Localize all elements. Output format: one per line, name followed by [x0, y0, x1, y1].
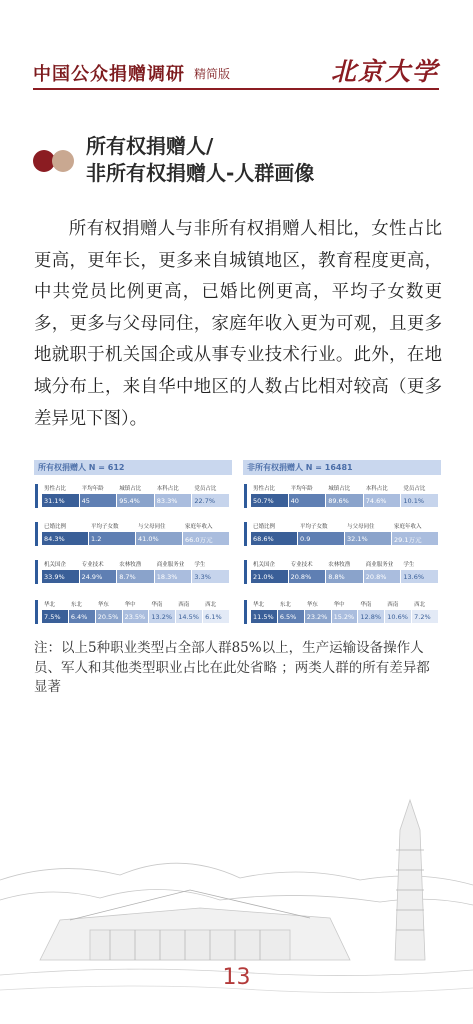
stat-label: 东北 — [279, 602, 291, 608]
body-paragraph: 所有权捐赠人与非所有权捐赠人相比，女性占比更高，更年长，更多来自城镇地区，教育程度更高，中共党员比例更高，已婚比例更高，平均子女数更多，更多与父母同住，家庭年收入更为可观，且更多地就职于机关国企或从事专业技术行业。此外，在地域分布上，来自华中地区的人数占比相对较高（更多差异见下图）。 — [34, 219, 442, 429]
stat-value: 84.3% — [44, 535, 65, 543]
stat-cell — [123, 610, 149, 623]
stat-label: 党员占比 — [403, 486, 426, 492]
stat-label: 商业服务业 — [365, 562, 394, 568]
stat-group — [243, 600, 441, 624]
stat-cell — [136, 532, 182, 545]
stat-label: 华南 — [151, 602, 163, 608]
stat-group — [34, 522, 232, 546]
stat-label: 本科占比 — [156, 486, 179, 492]
stat-value: 1.2 — [91, 535, 102, 543]
stat-cell — [385, 610, 411, 623]
stat-label: 华东 — [97, 602, 109, 608]
stat-group — [34, 560, 232, 584]
panel-ownership-donors — [34, 460, 232, 620]
stat-value: 8.8% — [328, 573, 345, 581]
stat-label: 家庭年收入 — [394, 524, 422, 530]
stat-labels — [42, 560, 232, 570]
stat-cell — [155, 570, 192, 583]
group-accent-bar — [244, 484, 247, 508]
panel-title: 所有权捐赠人 N = 612 — [38, 463, 125, 472]
page-header — [0, 0, 473, 100]
stat-label: 与父母同住 — [138, 524, 166, 530]
stat-label: 华中 — [333, 602, 345, 608]
stat-value: 32.1% — [347, 535, 368, 543]
stat-label: 与父母同住 — [347, 524, 375, 530]
stat-cell — [192, 570, 229, 583]
section-title-line1: 所有权捐赠人/ — [86, 134, 214, 158]
stat-value: 10.1% — [403, 497, 425, 505]
stat-cell — [326, 494, 363, 507]
stat-value: 50.7% — [253, 497, 274, 505]
stat-cell — [42, 570, 79, 583]
stat-cell — [251, 610, 277, 623]
stat-cell — [183, 532, 229, 545]
stat-label: 农林牧渔 — [328, 562, 351, 568]
stat-value: 6.1% — [205, 613, 222, 621]
stat-value: 74.6% — [365, 497, 387, 505]
stat-value: 20.8% — [290, 573, 312, 581]
stat-value: 15.2% — [333, 613, 355, 621]
report-edition: 精简版 — [194, 67, 231, 81]
stat-group — [243, 484, 441, 508]
stat-cell — [155, 494, 192, 507]
stat-label: 专业技术 — [81, 562, 104, 568]
panel-header — [34, 460, 232, 475]
stat-cell — [117, 570, 154, 583]
stat-labels — [251, 600, 441, 610]
stat-labels — [42, 600, 232, 610]
group-accent-bar — [244, 560, 247, 584]
group-accent-bar — [35, 560, 38, 584]
stat-cell — [251, 570, 288, 583]
stat-labels — [42, 484, 232, 494]
stat-label: 城镇占比 — [328, 486, 351, 492]
stat-cell — [176, 610, 202, 623]
stat-values — [42, 570, 232, 583]
stat-label: 专业技术 — [290, 562, 313, 568]
stat-label: 家庭年收入 — [185, 524, 213, 530]
stat-label: 男性占比 — [44, 486, 67, 492]
stat-cell — [298, 532, 344, 545]
stat-value: 0.9 — [300, 535, 311, 543]
stat-cell — [89, 532, 135, 545]
stat-value: 20.5% — [97, 613, 119, 621]
stat-label: 平均子女数 — [91, 524, 119, 530]
stat-label: 城镇占比 — [119, 486, 142, 492]
stat-value: 6.4% — [70, 613, 88, 621]
stat-label: 西南 — [178, 602, 190, 608]
stat-cell — [326, 570, 363, 583]
stat-label: 华南 — [360, 602, 372, 608]
stat-value: 3.3% — [194, 573, 211, 581]
stat-value: 41.0% — [138, 535, 159, 543]
stat-label: 西北 — [414, 602, 426, 608]
stat-value: 20.8% — [365, 573, 387, 581]
stat-value: 10.6% — [387, 613, 408, 621]
stat-cell — [251, 494, 288, 507]
stat-cell — [358, 610, 384, 623]
stat-label: 东北 — [70, 602, 82, 608]
stat-label: 党员占比 — [194, 486, 217, 492]
stat-labels — [251, 484, 441, 494]
stat-label: 西北 — [205, 602, 217, 608]
group-accent-bar — [35, 600, 38, 624]
stat-label: 男性占比 — [253, 486, 276, 492]
stat-label: 机关国企 — [44, 562, 67, 568]
stat-label: 已婚比例 — [44, 524, 67, 530]
stat-value: 18.3% — [156, 573, 178, 581]
stat-group — [243, 522, 441, 546]
group-accent-bar — [35, 522, 38, 546]
stat-cell — [149, 610, 175, 623]
stat-cell — [345, 532, 391, 545]
group-accent-bar — [244, 522, 247, 546]
stat-value: 14.5% — [178, 613, 199, 621]
stat-value: 33.9% — [44, 573, 65, 581]
stat-labels — [251, 522, 441, 532]
stat-cell — [42, 494, 79, 507]
stat-value: 89.6% — [328, 497, 349, 505]
stat-value: 7.2% — [414, 613, 431, 621]
stat-label: 平均子女数 — [300, 524, 328, 530]
stat-values — [251, 570, 441, 583]
report-title: 中国公众捐赠调研 — [33, 64, 185, 85]
stat-value: 45 — [81, 497, 90, 505]
stat-group — [243, 560, 441, 584]
stat-cell — [251, 532, 297, 545]
stat-label: 学生 — [403, 562, 415, 568]
stat-cell — [192, 494, 229, 507]
university-logo: 北京大学 — [330, 57, 439, 86]
stat-values — [42, 494, 232, 507]
stat-value: 12.8% — [360, 613, 382, 621]
header-divider — [33, 88, 439, 90]
stat-value: 13.2% — [151, 613, 173, 621]
stat-group — [34, 484, 232, 508]
stat-label: 平均年龄 — [81, 486, 104, 492]
panel-title: 非所有权捐赠人 N = 16481 — [247, 463, 353, 472]
stat-label: 西南 — [387, 602, 399, 608]
panel-header — [243, 460, 441, 475]
stat-cell — [42, 532, 88, 545]
panel-non-ownership-donors — [243, 460, 441, 620]
stat-value: 23.5% — [124, 613, 146, 621]
group-accent-bar — [35, 484, 38, 508]
stat-cell — [392, 532, 438, 545]
stat-cell — [42, 610, 68, 623]
stat-values — [251, 610, 441, 623]
stat-labels — [251, 560, 441, 570]
section-bullet-icon — [33, 150, 78, 172]
stat-cell — [80, 570, 117, 583]
stat-value: 22.7% — [194, 497, 216, 505]
stat-value: 40 — [290, 497, 299, 505]
stat-cell — [203, 610, 229, 623]
stat-label: 农林牧渔 — [119, 562, 142, 568]
stat-label: 本科占比 — [365, 486, 388, 492]
stat-values — [42, 532, 232, 545]
stat-label: 华中 — [124, 602, 136, 608]
stat-values — [42, 610, 232, 623]
stat-label: 商业服务业 — [156, 562, 185, 568]
stat-cell — [117, 494, 154, 507]
stat-values — [251, 532, 441, 545]
stat-value: 31.1% — [44, 497, 65, 505]
stat-value: 68.6% — [253, 535, 274, 543]
stat-cell — [305, 610, 331, 623]
stat-label: 机关国企 — [253, 562, 276, 568]
stat-labels — [42, 522, 232, 532]
stat-label: 华东 — [306, 602, 318, 608]
stat-value: 24.9% — [81, 573, 103, 581]
stat-value: 66.0万元 — [185, 536, 213, 544]
section-title — [86, 133, 314, 187]
stat-cell — [289, 570, 326, 583]
stat-value: 95.4% — [119, 497, 140, 505]
stat-group — [34, 600, 232, 624]
stat-cell — [69, 610, 95, 623]
stat-value: 7.5% — [44, 613, 61, 621]
stat-cell — [364, 494, 401, 507]
section-title-line2: 非所有权捐赠人-人群画像 — [86, 161, 315, 185]
stat-value: 29.1万元 — [394, 536, 422, 544]
stat-value: 11.5% — [253, 613, 274, 621]
stat-cell — [401, 570, 438, 583]
stat-label: 学生 — [194, 562, 206, 568]
stat-cell — [364, 570, 401, 583]
stat-value: 13.6% — [403, 573, 425, 581]
stat-value: 23.2% — [306, 613, 328, 621]
stat-label: 已婚比例 — [253, 524, 276, 530]
page-number: 13 — [222, 965, 251, 990]
stat-label: 华北 — [253, 602, 265, 608]
stat-value: 21.0% — [253, 573, 274, 581]
stat-cell — [289, 494, 326, 507]
stat-label: 华北 — [44, 602, 56, 608]
stat-values — [251, 494, 441, 507]
stat-value: 6.5% — [279, 613, 297, 621]
stat-value: 83.3% — [156, 497, 178, 505]
stat-value: 8.7% — [119, 573, 136, 581]
stat-cell — [96, 610, 122, 623]
stat-cell — [332, 610, 358, 623]
stat-cell — [80, 494, 117, 507]
stat-cell — [278, 610, 304, 623]
footnote: 注：以上5种职业类型占全部人群85%以上，生产运输设备操作人员、军人和其他类型职业占比在此处省略 ；两类人群的所有差异都显著 — [34, 640, 430, 695]
stat-label: 平均年龄 — [290, 486, 313, 492]
stat-cell — [412, 610, 438, 623]
group-accent-bar — [244, 600, 247, 624]
stat-cell — [401, 494, 438, 507]
